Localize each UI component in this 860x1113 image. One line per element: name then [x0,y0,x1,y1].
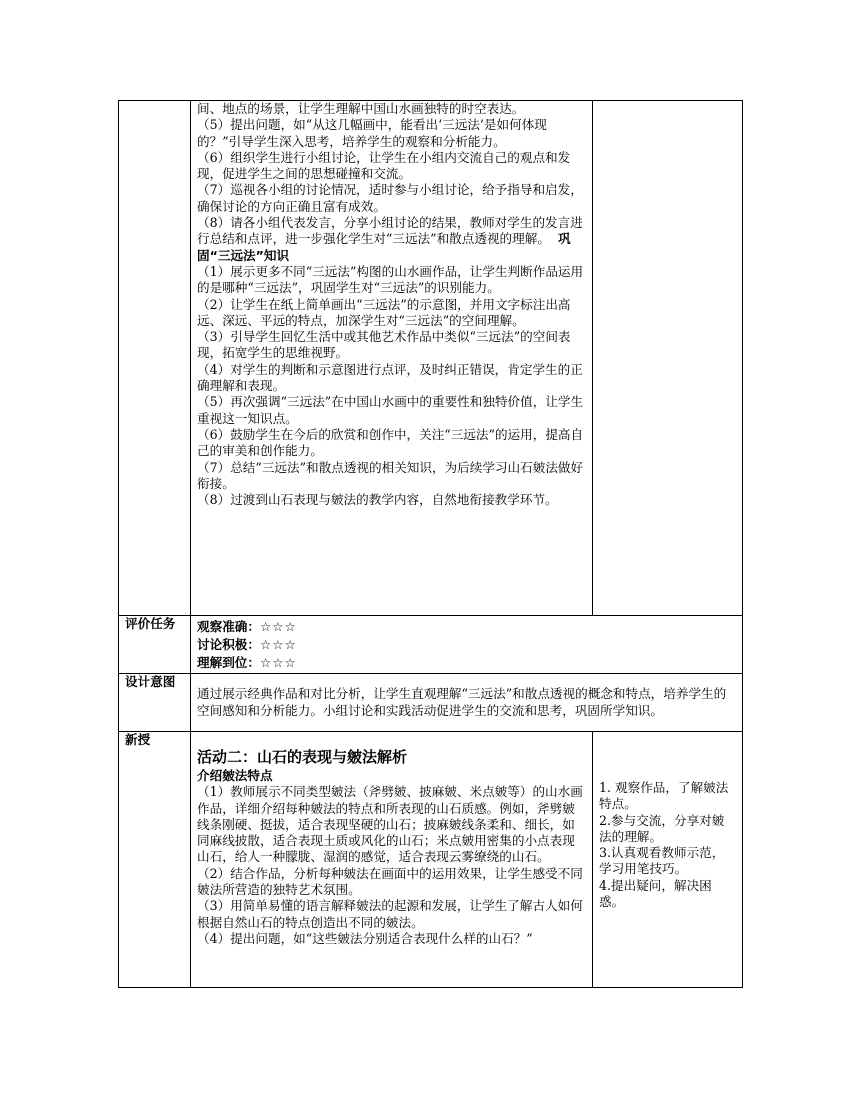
star-rating: ☆☆☆ [259,637,297,652]
paragraph-text: （8）请各小组代表发言，分享小组讨论的结果，教师对学生的发言进行总结和点评，进一步强化学生对“三远法”和散点透视的理解。 [197,215,583,247]
design-intent-label: 设计意图 [119,674,191,732]
new-lesson-label: 新授 [119,732,191,988]
list-item: （2）让学生在纸上简单画出“三远法”的示意图，并用文字标注出高远、深远、平远的特点，加深学生对“三远法”的空间理解。 [197,296,571,328]
list-item: （7）总结“三远法”和散点透视的相关知识，为后续学习山石皴法做好衔接。 [197,459,584,491]
section-title: 巩固“三远法”知识 [197,231,571,263]
student-activity-item: 4.提出疑问，解决困惑。 [599,877,712,910]
list-item: （2）结合作品，分析每种皴法在画面中的运用效果，让学生感受不同皴法所营造的独特艺术氛围。 [197,865,583,898]
star-rating: ☆☆☆ [259,619,297,634]
student-activity-cell-empty [593,101,743,616]
evaluation-item-name: 理解到位： [197,655,260,670]
list-item: （5）再次强调“三远法”在中国山水画中的重要性和独特价值，让学生重视这一知识点。 [197,394,584,426]
paragraph: （5）提出问题，如“从这几幅画中，能看出‘三远法’是如何体现的？”引导学生深入思考，培养学生的观察和分析能力。 [197,117,547,149]
list-item: （1）教师展示不同类型皴法（斧劈皴、披麻皴、米点皴等）的山水画作品，详细介绍每种皴法的特点和所表现的山石质感。例如，斧劈皴线条刚硬、挺拔，适合表现坚硬的山石；披麻皴线条柔和、细长，如同麻线披散，适合表现土质或风化的山石；米点皴用密集的小点表现山石，给人一种朦胧、湿润的感觉，适合表现云雾缭绕的山石。 [197,784,583,865]
evaluation-item [197,654,736,672]
evaluation-item-name: 讨论积极： [197,637,260,652]
subheading: 介绍皴法特点 [197,768,273,783]
list-item: （6）鼓励学生在今后的欣赏和创作中，关注“三远法”的运用，提高自己的审美和创作能力。 [197,426,584,459]
paragraph: （7）巡视各小组的讨论情况，适时参与小组讨论，给予指导和启发，确保讨论的方向正确且富有成效。 [197,182,583,214]
student-activity-list [599,780,736,910]
list-item: （8）过渡到山石表现与皴法的教学内容，自然地衔接教学环节。 [197,492,558,508]
evaluation-row [119,616,743,674]
teacher-activity-cell [191,101,593,616]
design-intent-cell [191,674,743,732]
star-rating: ☆☆☆ [259,655,297,670]
paragraph: （6）组织学生进行小组讨论，让学生在小组内交流自己的观点和发现，促进学生之间的思想碰撞和交流。 [197,149,571,182]
paragraph: 间、地点的场景，让学生理解中国山水画独特的时空表达。 [197,101,525,116]
evaluation-label: 评价任务 [119,616,191,674]
design-intent-text: 通过展示经典作品和对比分析，让学生直观理解“三远法”和散点透视的概念和特点，培养学生的空间感知和分析能力。小组讨论和实践活动促进学生的交流和思考，巩固所学知识。 [197,686,727,718]
paragraph [197,215,586,264]
evaluation-cell [191,616,743,674]
activity-title: 活动二：山石的表现与皴法解析 [197,748,408,766]
new-lesson-student-cell [593,732,743,988]
evaluation-item-name: 观察准确： [197,619,260,634]
student-activity-item: 1. 观察作品，了解皴法特点。 [599,780,729,812]
list-item: （4）提出问题，如“这些皴法分别适合表现什么样的山石？” [197,930,533,946]
list-item: （3）用简单易懂的语言解释皴法的起源和发展，让学生了解古人如何根据自然山石的特点创造出不同的皴法。 [197,898,583,930]
activity-continuation-row [119,101,743,616]
evaluation-item [197,618,736,636]
list-item: （3）引导学生回忆生活中或其他艺术作品中类似“三远法”的空间表现，拓宽学生的思维视野。 [197,329,571,361]
lesson-plan-table [118,100,743,988]
student-activity-item: 3.认真观看教师示范，学习用笔技巧。 [599,845,725,877]
list-item: （1）展示更多不同“三远法”构图的山水画作品，让学生判断作品运用的是哪种“三远法”，巩固学生对“三远法”的识别能力。 [197,263,584,296]
design-intent-row [119,674,743,732]
new-lesson-teacher-cell [191,732,593,988]
evaluation-item [197,636,736,654]
new-lesson-row [119,732,743,988]
row-label-empty [119,101,191,616]
list-item: （4）对学生的判断和示意图进行点评，及时纠正错误，肯定学生的正确理解和表现。 [197,361,583,394]
student-activity-item: 2.参与交流，分享对皴法的理解。 [599,812,725,844]
